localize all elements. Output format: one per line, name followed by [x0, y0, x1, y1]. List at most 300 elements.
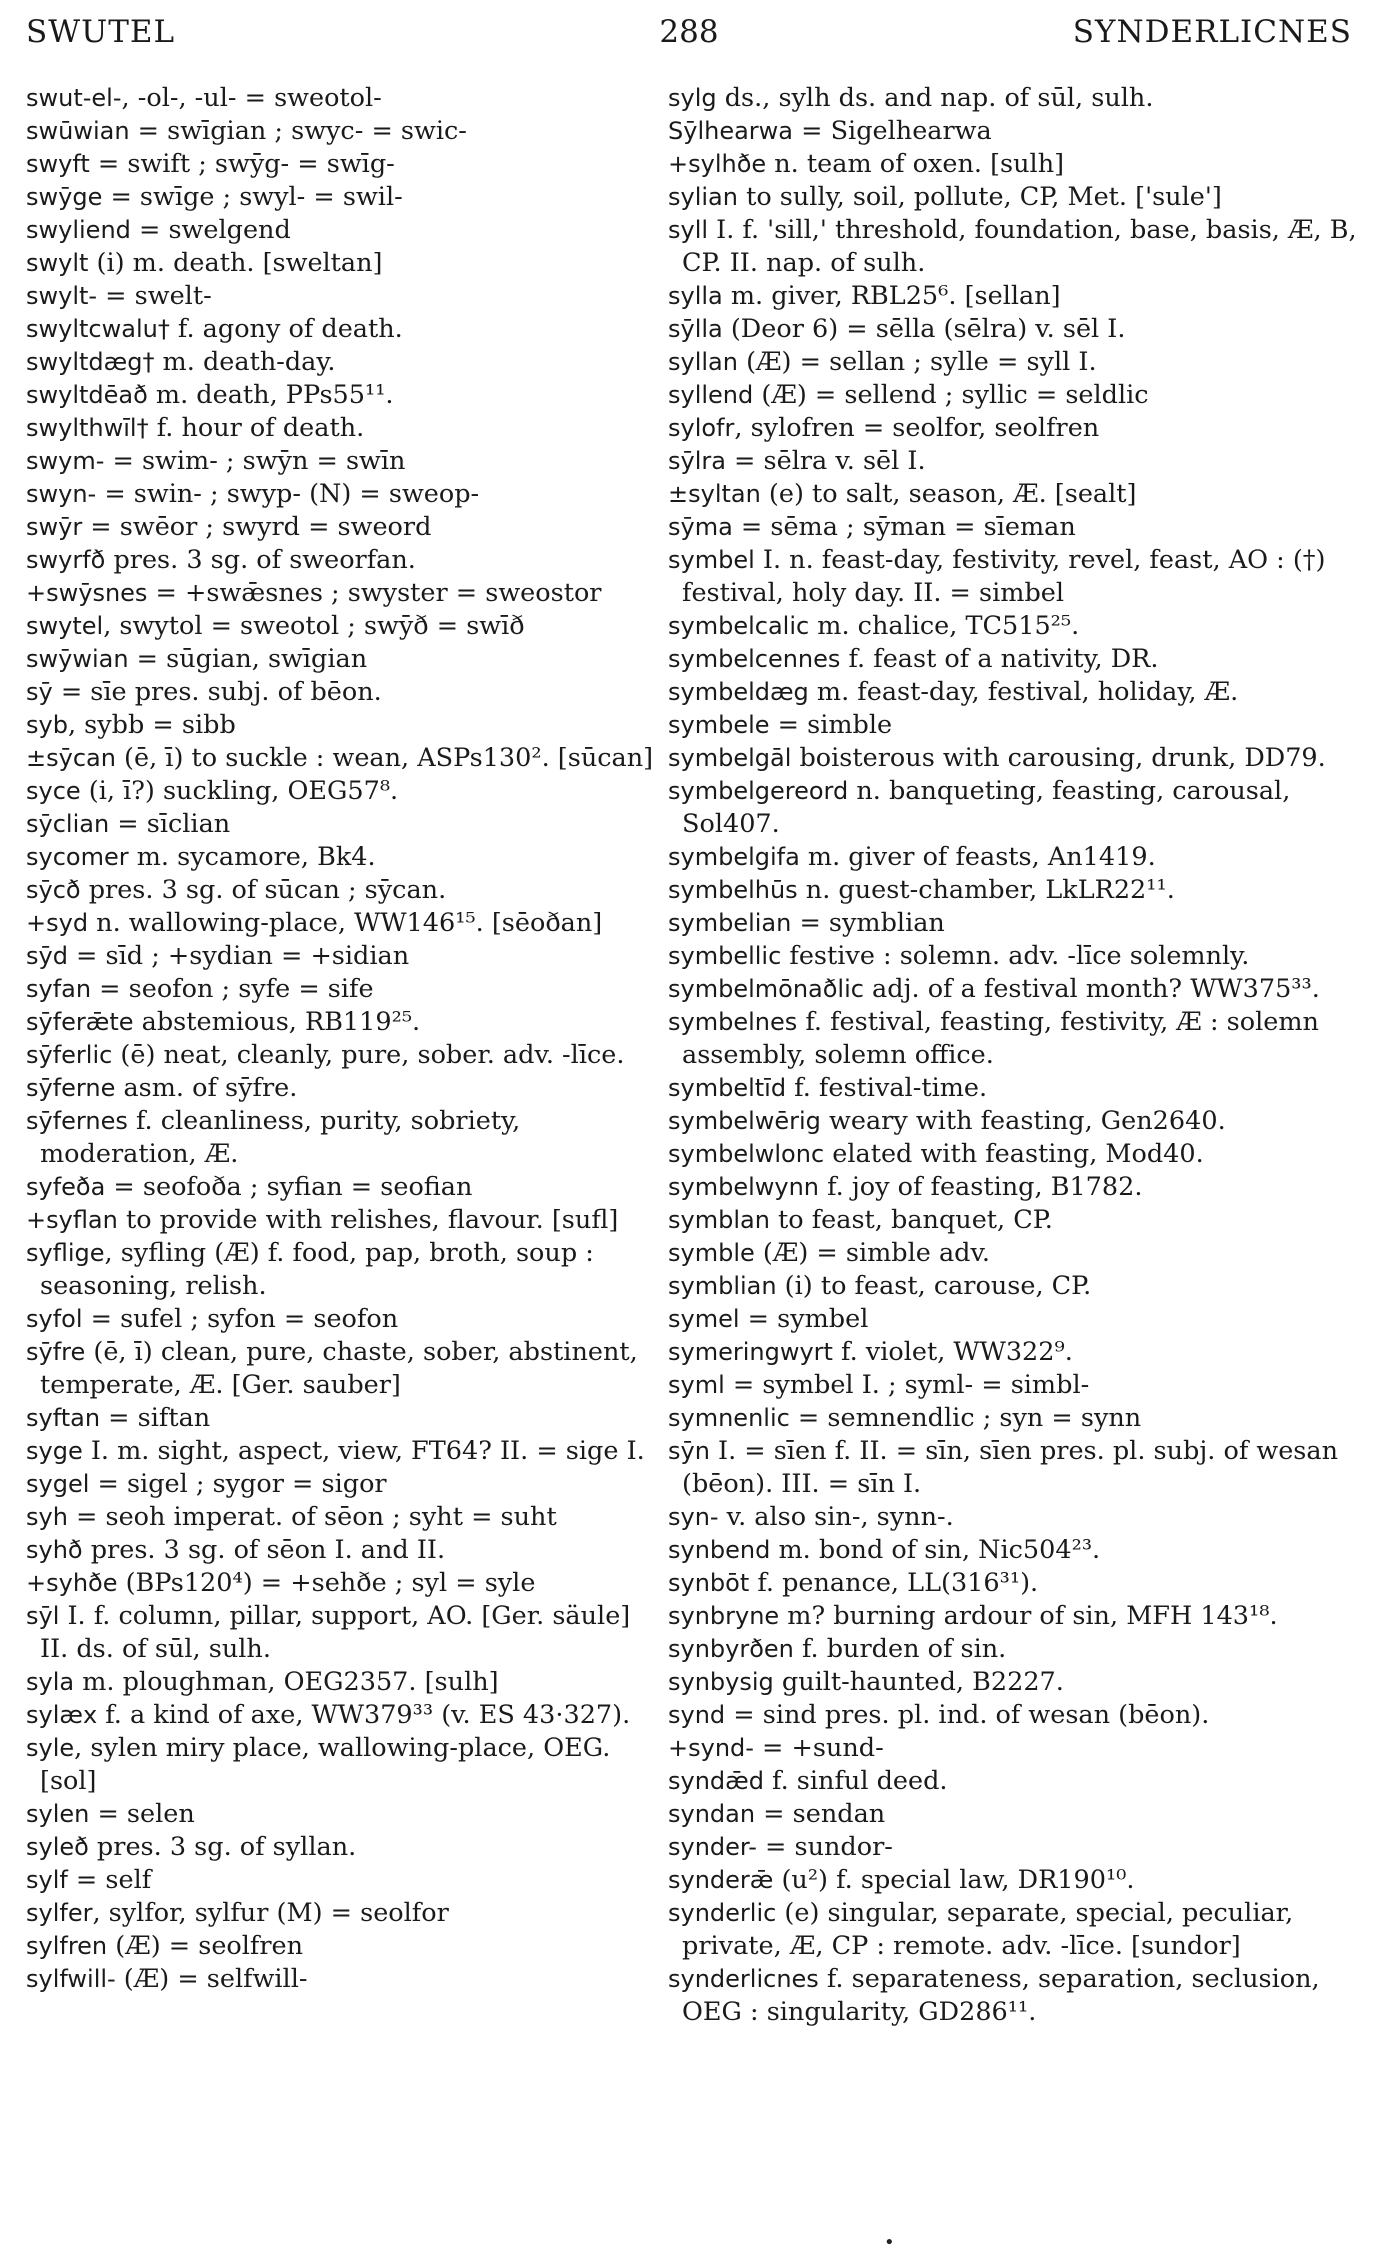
entry-definition: m. giver, RBL25⁶. [sellan]: [722, 281, 1061, 311]
entry-headword: ±sȳcan: [26, 744, 116, 772]
entry-definition: I. m. sight, aspect, view, FT64? II. = sige I.: [82, 1436, 645, 1466]
dictionary-entry: [668, 973, 1358, 1006]
dictionary-entry: [668, 280, 1358, 313]
entry-headword: syfan: [26, 975, 92, 1003]
entry-headword: synbryne: [668, 1602, 780, 1630]
entry-definition: f. separateness, separation, seclusion, OEG : singularity, GD286¹¹.: [682, 1964, 1320, 2027]
dictionary-entry: [26, 1666, 656, 1699]
entry-definition: to feast, banquet, CP.: [769, 1205, 1053, 1235]
dictionary-entry: [26, 511, 656, 544]
entry-definition: = seofon ; syfe = sife: [91, 974, 374, 1004]
entry-headword: symbelgifa: [668, 843, 800, 871]
entry-definition: (Deor 6) = sēlla (sēlra) v. sēl I.: [722, 314, 1126, 344]
entry-headword: syce: [26, 777, 81, 805]
entry-definition: (i, ī?) suckling, OEG57⁸.: [80, 776, 399, 806]
entry-headword: synderlicnes: [668, 1965, 819, 1993]
entry-definition: = sufel ; syfon = seofon: [82, 1304, 399, 1334]
dictionary-entry: [26, 973, 656, 1006]
entry-headword: +swȳsnes: [26, 579, 148, 607]
dictionary-entry: [26, 1534, 656, 1567]
entry-headword: sȳcð: [26, 876, 81, 904]
dictionary-entry: [26, 1897, 656, 1930]
entry-headword: symbellic: [668, 942, 782, 970]
entry-headword: sȳclian: [26, 810, 110, 838]
entry-definition: I. n. feast-day, festivity, revel, feast, AO : (†) festival, holy day. II. = simbel: [682, 545, 1326, 608]
dictionary-entry: [668, 907, 1358, 940]
entry-headword: ±syltan: [668, 480, 761, 508]
entry-definition: m. feast-day, festival, holiday, Æ.: [808, 677, 1239, 707]
dictionary-entry: [26, 1237, 656, 1303]
entry-definition: m. death-day.: [154, 347, 336, 377]
entry-definition: (Æ) = seolfren: [107, 1931, 304, 1961]
dictionary-entry: [668, 1138, 1358, 1171]
dictionary-entry: [26, 181, 656, 214]
dictionary-entry: [26, 1204, 656, 1237]
entry-headword: sylfer: [26, 1899, 93, 1927]
dictionary-entry: [26, 1699, 656, 1732]
dictionary-entry: [26, 1072, 656, 1105]
entry-headword: syh: [26, 1503, 68, 1531]
dictionary-entry: [668, 1237, 1358, 1270]
entry-headword: symblian: [668, 1272, 777, 1300]
entry-headword: syndan: [668, 1800, 756, 1828]
dictionary-entry: [26, 1732, 656, 1798]
entry-headword: swyltcwalu†: [26, 315, 170, 343]
dictionary-entry: [668, 841, 1358, 874]
entry-definition: pres. 3 sg. of sūcan ; sȳcan.: [80, 875, 447, 905]
entry-definition: = swēor ; swyrd = sweord: [82, 512, 432, 542]
entry-definition: = sēma ; sȳman = sīeman: [732, 512, 1076, 542]
dictionary-entry: [26, 82, 656, 115]
entry-definition: (i) to feast, carouse, CP.: [776, 1271, 1092, 1301]
entry-headword: syftan: [26, 1404, 101, 1432]
entry-definition: pres. 3 sg. of sweorfan.: [105, 545, 416, 575]
dictionary-entry: [26, 148, 656, 181]
entry-headword: swȳge: [26, 183, 103, 211]
entry-headword: sylfwill-: [26, 1965, 116, 1993]
entry-definition: (u²) f. special law, DR190¹⁰.: [773, 1865, 1135, 1895]
entry-headword: +synd-: [668, 1734, 754, 1762]
dictionary-entry: [668, 874, 1358, 907]
dictionary-entry: [26, 1963, 656, 1996]
entry-definition: m? burning ardour of sin, MFH 143¹⁸.: [779, 1601, 1278, 1631]
dictionary-entry: [668, 940, 1358, 973]
entry-definition: , swytol = sweotol ; swȳð = swīð: [103, 611, 525, 641]
dictionary-entry: [668, 82, 1358, 115]
entry-definition: = sīe pres. subj. of bēon.: [52, 677, 382, 707]
entry-definition: = seoh imperat. of sēon ; syht = suht: [67, 1502, 557, 1532]
entry-definition: f. burden of sin.: [793, 1634, 1007, 1664]
entry-definition: (ē, ī) clean, pure, chaste, sober, abstinent, temperate, Æ. [Ger. sauber]: [40, 1337, 638, 1400]
entry-headword: swyrfð: [26, 546, 106, 574]
entry-definition: I. f. column, pillar, support, AO. [Ger. säule] II. ds. of sūl, sulh.: [40, 1601, 631, 1664]
entry-headword: +syhðe: [26, 1569, 118, 1597]
entry-headword: sȳlra: [668, 447, 726, 475]
dictionary-entry: [668, 1204, 1358, 1237]
entry-definition: (Æ) = simble adv.: [754, 1238, 990, 1268]
dictionary-entry: [26, 1336, 656, 1402]
dictionary-entry: [668, 148, 1358, 181]
entry-definition: = selen: [89, 1799, 195, 1829]
entry-headword: sylofr: [668, 414, 735, 442]
entry-headword: symbelian: [668, 909, 792, 937]
entry-headword: swut-el-: [26, 84, 122, 112]
dictionary-entry: [26, 412, 656, 445]
entry-definition: = seofoða ; syfian = seofian: [105, 1172, 473, 1202]
entry-definition: (Æ) = selfwill-: [115, 1964, 308, 1994]
dictionary-entry: [26, 1435, 656, 1468]
dictionary-entry: [668, 709, 1358, 742]
entry-definition: = Sigelhearwa: [793, 116, 992, 146]
dictionary-entry: [668, 115, 1358, 148]
right-column: [668, 82, 1358, 2029]
entry-definition: = +swǣsnes ; swyster = sweostor: [147, 578, 602, 608]
entry-definition: (Æ) = sellan ; sylle = syll I.: [737, 347, 1097, 377]
dictionary-entry: [668, 478, 1358, 511]
dictionary-entry: [668, 610, 1358, 643]
dictionary-entry: [26, 115, 656, 148]
entry-definition: = semnendlic ; syn = synn: [789, 1403, 1142, 1433]
entry-headword: symbelgāl: [668, 744, 792, 772]
entry-definition: boisterous with carousing, drunk, DD79.: [791, 743, 1326, 773]
dictionary-entry: [26, 1468, 656, 1501]
dictionary-entry: [668, 643, 1358, 676]
entry-definition: f. sinful deed.: [763, 1766, 948, 1796]
dictionary-entry: [668, 1699, 1358, 1732]
dictionary-entry: [26, 544, 656, 577]
dictionary-entry: [668, 1006, 1358, 1072]
entry-definition: pres. 3 sg. of sēon I. and II.: [82, 1535, 446, 1565]
entry-headword: synd: [668, 1701, 726, 1729]
entry-headword: synbysig: [668, 1668, 774, 1696]
entry-headword: sylæx: [26, 1701, 98, 1729]
dictionary-entry: [668, 1336, 1358, 1369]
dictionary-entry: [26, 379, 656, 412]
dictionary-entry: [26, 643, 656, 676]
entry-headword: sȳl: [26, 1602, 60, 1630]
entry-headword: sȳd: [26, 942, 68, 970]
dictionary-entry: [668, 1501, 1358, 1534]
right-guide-word: SYNDERLICNES: [1072, 14, 1352, 50]
entry-headword: swylt: [26, 249, 89, 277]
dictionary-entry: [26, 1039, 656, 1072]
dictionary-entry: [668, 214, 1358, 280]
dictionary-entry: [668, 313, 1358, 346]
entry-definition: , sylfor, sylfur (M) = seolfor: [92, 1898, 449, 1928]
entry-headword: sylian: [668, 183, 738, 211]
dictionary-entry: [26, 1171, 656, 1204]
entry-definition: , syfling (Æ) f. food, pap, broth, soup : seasoning, relish.: [40, 1238, 594, 1301]
entry-definition: m. death, PPs55¹¹.: [147, 380, 394, 410]
dictionary-entry: [26, 676, 656, 709]
entry-definition: f. festival-time.: [786, 1073, 988, 1103]
entry-definition: festive : solemn. adv. -līce solemnly.: [781, 941, 1250, 971]
dictionary-entry: [668, 181, 1358, 214]
entry-headword: sylf: [26, 1866, 68, 1894]
entry-definition: pres. 3 sg. of syllan.: [88, 1832, 357, 1862]
dictionary-entry: [668, 1402, 1358, 1435]
dictionary-entry: [668, 1798, 1358, 1831]
entry-headword: +sylhðe: [668, 150, 767, 178]
entry-headword: sygel: [26, 1470, 90, 1498]
dictionary-entry: [668, 1732, 1358, 1765]
dictionary-entry: [26, 1303, 656, 1336]
footer-mark: •: [884, 2232, 895, 2253]
entry-headword: sȳ: [26, 678, 53, 706]
dictionary-entry: [26, 1501, 656, 1534]
left-column: [26, 82, 656, 1996]
entry-headword: syla: [26, 1668, 75, 1696]
entry-headword: synbend: [668, 1536, 771, 1564]
entry-headword: syb: [26, 711, 68, 739]
dictionary-entry: [26, 907, 656, 940]
entry-headword: sȳferne: [26, 1074, 116, 1102]
entry-headword: sȳma: [668, 513, 733, 541]
entry-definition: = sīclian: [109, 809, 231, 839]
entry-definition: I. = sīen f. II. = sīn, sīen pres. pl. subj. of wesan (bēon). III. = sīn I.: [682, 1436, 1339, 1499]
entry-headword: symbelwērig: [668, 1107, 821, 1135]
entry-definition: asm. of sȳfre.: [115, 1073, 298, 1103]
dictionary-entry: [668, 1369, 1358, 1402]
entry-definition: f. hour of death.: [148, 413, 365, 443]
entry-definition: f. agony of death.: [169, 314, 403, 344]
entry-definition: guilt-haunted, B2227.: [773, 1667, 1064, 1697]
entry-headword: sȳfernes: [26, 1107, 128, 1135]
dictionary-entry: [26, 1930, 656, 1963]
page-header: [26, 14, 1352, 58]
dictionary-entry: [26, 1105, 656, 1171]
entry-headword: synderǣ: [668, 1866, 774, 1894]
entry-headword: symbelwlonc: [668, 1140, 825, 1168]
entry-definition: f. cleanliness, purity, sobriety, moderation, Æ.: [40, 1106, 521, 1169]
entry-definition: n. banqueting, feasting, carousal, Sol407.: [682, 776, 1291, 839]
entry-definition: (BPs120⁴) = +sehðe ; syl = syle: [117, 1568, 536, 1598]
entry-definition: (i) m. death. [sweltan]: [88, 248, 383, 278]
entry-headword: symbel: [668, 546, 755, 574]
entry-definition: f. joy of feasting, B1782.: [819, 1172, 1143, 1202]
dictionary-entry: [26, 610, 656, 643]
dictionary-entry: [668, 511, 1358, 544]
dictionary-entry: [26, 709, 656, 742]
entry-headword: sylen: [26, 1800, 90, 1828]
entry-definition: = self: [67, 1865, 152, 1895]
entry-headword: swyltdēað: [26, 381, 148, 409]
dictionary-entry: [668, 379, 1358, 412]
entry-headword: syleð: [26, 1833, 89, 1861]
dictionary-entry: [668, 1831, 1358, 1864]
entry-definition: = sundor-: [756, 1832, 893, 1862]
dictionary-entry: [668, 775, 1358, 841]
dictionary-entry: [668, 1765, 1358, 1798]
entry-definition: f. a kind of axe, WW379³³ (v. ES 43·327).: [97, 1700, 631, 1730]
entry-headword: syfeða: [26, 1173, 106, 1201]
entry-headword: syn-: [668, 1503, 719, 1531]
entry-definition: = sigel ; sygor = sigor: [89, 1469, 387, 1499]
dictionary-entry: [668, 1666, 1358, 1699]
entry-headword: swyliend: [26, 216, 131, 244]
entry-headword: swūwian: [26, 117, 130, 145]
entry-definition: = sēlra v. sēl I.: [725, 446, 926, 476]
entry-headword: +syd: [26, 909, 89, 937]
dictionary-entry: [668, 1534, 1358, 1567]
dictionary-entry: [668, 742, 1358, 775]
entry-headword: syndǣd: [668, 1767, 764, 1795]
entry-definition: (ē, ī) to suckle : wean, ASPs130². [sūcan]: [115, 743, 654, 773]
dictionary-entry: [26, 214, 656, 247]
left-guide-word: SWUTEL: [26, 14, 176, 50]
dictionary-entry: [26, 445, 656, 478]
entry-definition: to sully, soil, pollute, CP, Met. ['sule']: [737, 182, 1222, 212]
entry-definition: adj. of a festival month? WW375³³.: [863, 974, 1320, 1004]
entry-definition: = swīgian ; swyc- = swic-: [129, 116, 467, 146]
entry-headword: swym-: [26, 447, 105, 475]
entry-headword: symble: [668, 1239, 755, 1267]
entry-definition: = simble: [769, 710, 893, 740]
dictionary-entry: [668, 1897, 1358, 1963]
dictionary-entry: [668, 1072, 1358, 1105]
dictionary-entry: [26, 280, 656, 313]
entry-headword: symbelcennes: [668, 645, 841, 673]
entry-headword: swyn-: [26, 480, 97, 508]
entry-definition: n. wallowing-place, WW146¹⁵. [sēoðan]: [88, 908, 603, 938]
entry-headword: sylfren: [26, 1932, 108, 1960]
entry-definition: to provide with relishes, flavour. [sufl]: [117, 1205, 619, 1235]
dictionary-entry: [26, 808, 656, 841]
entry-headword: sylla: [668, 282, 723, 310]
entry-definition: = swelgend: [130, 215, 291, 245]
entry-definition: = +sund-: [753, 1733, 884, 1763]
dictionary-entry: [668, 1105, 1358, 1138]
entry-headword: symel: [668, 1305, 740, 1333]
dictionary-entry: [26, 775, 656, 808]
entry-definition: f. festival, feasting, festivity, Æ : solemn assembly, solemn office.: [682, 1007, 1319, 1070]
entry-headword: sȳferlic: [26, 1041, 113, 1069]
entry-headword: sȳn: [668, 1437, 710, 1465]
dictionary-entry: [26, 1864, 656, 1897]
entry-headword: swȳr: [26, 513, 83, 541]
entry-definition: , sylen miry place, wallowing-place, OEG. [sol]: [40, 1733, 611, 1796]
dictionary-entry: [26, 1006, 656, 1039]
dictionary-entry: [26, 742, 656, 775]
dictionary-entry: [26, 577, 656, 610]
entry-headword: symbelnes: [668, 1008, 798, 1036]
entry-definition: = swelt-: [97, 281, 212, 311]
entry-definition: = swin- ; swyp- (N) = sweop-: [96, 479, 480, 509]
entry-definition: = sūgian, swīgian: [128, 644, 368, 674]
entry-definition: = siftan: [100, 1403, 211, 1433]
entry-definition: v. also sin-, synn-.: [718, 1502, 954, 1532]
dictionary-entry: [26, 1831, 656, 1864]
entry-headword: symnenlic: [668, 1404, 790, 1432]
entry-headword: sylg: [668, 84, 717, 112]
dictionary-entry: [26, 940, 656, 973]
entry-headword: syge: [26, 1437, 83, 1465]
dictionary-entry: [26, 346, 656, 379]
dictionary-entry: [26, 1798, 656, 1831]
dictionary-entry: [668, 1303, 1358, 1336]
entry-definition: , sylofren = seolfor, seolfren: [734, 413, 1100, 443]
entry-definition: (ē) neat, cleanly, pure, sober. adv. -līce.: [112, 1040, 625, 1070]
entry-definition: = sind pres. pl. ind. of wesan (bēon).: [725, 1700, 1210, 1730]
entry-definition: = sendan: [755, 1799, 886, 1829]
entry-headword: symbeldæg: [668, 678, 809, 706]
entry-headword: symbelmōnaðlic: [668, 975, 864, 1003]
entry-headword: Sȳlhearwa: [668, 117, 793, 145]
entry-headword: syfol: [26, 1305, 83, 1333]
entry-headword: synderlic: [668, 1899, 777, 1927]
entry-headword: swylt-: [26, 282, 98, 310]
entry-definition: elated with feasting, Mod40.: [824, 1139, 1204, 1169]
entry-definition: I. f. 'sill,' threshold, foundation, base, basis, Æ, B, CP. II. nap. of sulh.: [682, 215, 1357, 278]
dictionary-entry: [26, 1600, 656, 1666]
entry-headword: symbelhūs: [668, 876, 798, 904]
entry-definition: abstemious, RB119²⁵.: [133, 1007, 421, 1037]
entry-headword: sycomer: [26, 843, 129, 871]
entry-headword: syle: [26, 1734, 75, 1762]
entry-headword: swyft: [26, 150, 90, 178]
entry-headword: swȳwian: [26, 645, 129, 673]
entry-definition: f. feast of a nativity, DR.: [840, 644, 1159, 674]
dictionary-entry: [668, 1864, 1358, 1897]
dictionary-entry: [668, 346, 1358, 379]
entry-definition: (e) to salt, season, Æ. [sealt]: [760, 479, 1137, 509]
entry-definition: weary with feasting, Gen2640.: [820, 1106, 1226, 1136]
dictionary-entry: [668, 1171, 1358, 1204]
entry-definition: m. chalice, TC515²⁵.: [809, 611, 1080, 641]
entry-definition: f. violet, WW322⁹.: [832, 1337, 1073, 1367]
entry-headword: sȳfre: [26, 1338, 86, 1366]
entry-definition: = swim- ; swȳn = swīn: [104, 446, 406, 476]
entry-definition: (e) singular, separate, special, peculiar, private, Æ, CP : remote. adv. -līce. [sundor]: [682, 1898, 1294, 1961]
entry-headword: symbelcalic: [668, 612, 810, 640]
dictionary-entry: [26, 1567, 656, 1600]
page-number: 288: [659, 14, 719, 50]
entry-definition: = symblian: [791, 908, 945, 938]
entry-definition: m. bond of sin, Nic504²³.: [770, 1535, 1101, 1565]
entry-headword: symbelwynn: [668, 1173, 820, 1201]
dictionary-entry: [26, 1402, 656, 1435]
entry-definition: m. sycamore, Bk4.: [128, 842, 376, 872]
entry-headword: syll: [668, 216, 709, 244]
entry-headword: synbyrðen: [668, 1635, 794, 1663]
entry-definition: , -ol-, -ul- = sweotol-: [121, 83, 382, 113]
entry-definition: = swift ; swȳg- = swīg-: [89, 149, 395, 179]
entry-definition: m. giver of feasts, An1419.: [799, 842, 1156, 872]
dictionary-entry: [668, 1567, 1358, 1600]
dictionary-entry: [668, 1435, 1358, 1501]
entry-headword: +syflan: [26, 1206, 118, 1234]
dictionary-entry: [668, 1633, 1358, 1666]
dictionary-entry: [668, 445, 1358, 478]
entry-headword: symbele: [668, 711, 770, 739]
entry-definition: m. ploughman, OEG2357. [sulh]: [74, 1667, 499, 1697]
dictionary-entry: [668, 544, 1358, 610]
entry-definition: ds., sylh ds. and nap. of sūl, sulh.: [716, 83, 1154, 113]
entry-definition: = symbel: [739, 1304, 869, 1334]
entry-headword: syflige: [26, 1239, 105, 1267]
entry-headword: sȳlla: [668, 315, 723, 343]
entry-headword: symblan: [668, 1206, 770, 1234]
entry-headword: syllend: [668, 381, 754, 409]
entry-definition: = sīd ; +sydian = +sidian: [67, 941, 410, 971]
entry-definition: , sybb = sibb: [67, 710, 236, 740]
dictionary-entry: [26, 478, 656, 511]
entry-headword: syllan: [668, 348, 738, 376]
entry-headword: swytel: [26, 612, 104, 640]
entry-headword: synbōt: [668, 1569, 750, 1597]
entry-definition: = symbel I. ; syml- = simbl-: [724, 1370, 1090, 1400]
dictionary-entry: [26, 841, 656, 874]
